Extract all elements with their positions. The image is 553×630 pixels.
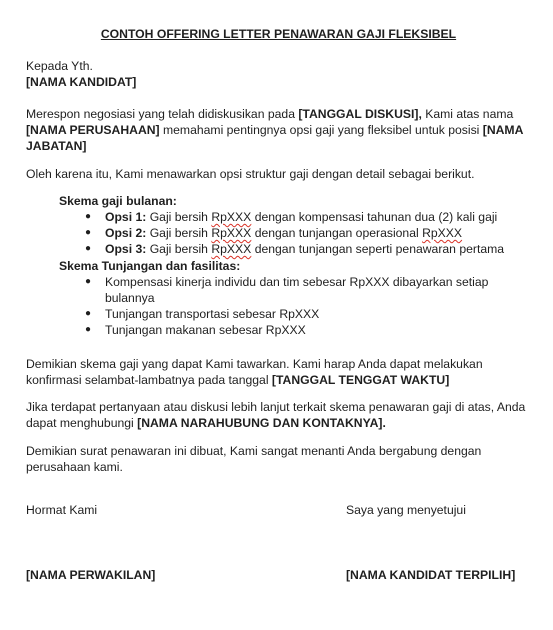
salary-option-3 bbox=[105, 241, 504, 257]
bullet-icon: ● bbox=[85, 308, 92, 319]
signature-left: [NAMA PERWAKILAN] bbox=[26, 568, 156, 582]
benefit-item-3: Tunjangan makanan sebesar RpXXX bbox=[105, 323, 306, 337]
paragraph-3-line-1: Demikian skema gaji yang dapat Kami tawarkan. Kami harap Anda dapat melakukan bbox=[26, 357, 483, 371]
option-label: Opsi 1: bbox=[105, 210, 147, 224]
bullet-icon: ● bbox=[85, 276, 92, 287]
benefit-item-2: Tunjangan transportasi sebesar RpXXX bbox=[105, 307, 320, 321]
position-placeholder: [NAMA bbox=[482, 123, 524, 137]
closing-left: Hormat Kami bbox=[26, 503, 98, 517]
text: memahami pentingnya opsi gaji yang fleksibel untuk posisi bbox=[159, 123, 483, 137]
letter-title: CONTOH OFFERING LETTER PENAWARAN GAJI FLEKSIBEL bbox=[100, 27, 457, 41]
text: Gaji bersih bbox=[146, 210, 212, 224]
company-placeholder: [NAMA PERUSAHAAN] bbox=[26, 123, 160, 137]
text: dengan kompensasi tahunan dua (2) kali gaji bbox=[251, 210, 498, 224]
text: dapat menghubungi bbox=[26, 416, 138, 430]
bullet-icon: ● bbox=[85, 211, 92, 222]
paragraph-3-line-2 bbox=[26, 372, 449, 388]
salary-option-2 bbox=[105, 225, 462, 241]
text: dengan tunjangan operasional bbox=[251, 226, 423, 240]
benefits-heading: Skema Tunjangan dan fasilitas: bbox=[59, 259, 241, 273]
amount-placeholder: RpXXX bbox=[211, 226, 252, 240]
greeting: Kepada Yth. bbox=[26, 59, 93, 73]
bullet-icon: ● bbox=[85, 324, 92, 335]
text: Gaji bersih bbox=[146, 242, 212, 256]
text: konfirmasi selambat-lambatnya pada tanggal bbox=[26, 373, 272, 387]
paragraph-4-line-2 bbox=[26, 415, 386, 431]
salary-scheme-heading: Skema gaji bulanan: bbox=[59, 194, 177, 208]
option-label: Opsi 2: bbox=[105, 226, 147, 240]
paragraph-4-line-1: Jika terdapat pertanyaan atau diskusi lebih lanjut terkait skema penawaran gaji di atas, Anda bbox=[26, 400, 526, 414]
salary-option-1 bbox=[105, 209, 497, 225]
option-label: Opsi 3: bbox=[105, 242, 147, 256]
text: dengan tunjangan seperti penawaran pertama bbox=[251, 242, 505, 256]
bullet-icon: ● bbox=[85, 243, 92, 254]
benefit-item-1: Kompensasi kinerja individu dan tim sebesar RpXXX dibayarkan setiap bbox=[105, 275, 489, 289]
paragraph-1-line-3: JABATAN] bbox=[26, 139, 87, 153]
date-placeholder: [TANGGAL DISKUSI], bbox=[298, 107, 422, 121]
benefit-item-1-continued: bulannya bbox=[105, 291, 155, 305]
bullet-icon: ● bbox=[85, 227, 92, 238]
contact-placeholder: [NAMA NARAHUBUNG DAN KONTAKNYA]. bbox=[137, 416, 386, 430]
paragraph-1-line-1 bbox=[26, 106, 513, 122]
amount-placeholder: RpXXX bbox=[211, 210, 252, 224]
paragraph-5-line-2: perusahaan kami. bbox=[26, 460, 123, 474]
paragraph-1-line-2 bbox=[26, 122, 523, 138]
candidate-placeholder: [NAMA KANDIDAT] bbox=[26, 75, 137, 89]
signature-right: [NAMA KANDIDAT TERPILIH] bbox=[346, 568, 516, 582]
text: Kami atas nama bbox=[421, 107, 514, 121]
paragraph-2: Oleh karena itu, Kami menawarkan opsi struktur gaji dengan detail sebagai berikut. bbox=[26, 167, 475, 181]
amount-placeholder: RpXXX bbox=[422, 226, 463, 240]
deadline-placeholder: [TANGGAL TENGGAT WAKTU] bbox=[271, 373, 450, 387]
paragraph-5-line-1: Demikian surat penawaran ini dibuat, Kami sangat menanti Anda bergabung dengan bbox=[26, 444, 482, 458]
amount-placeholder: RpXXX bbox=[211, 242, 252, 256]
text: Merespon negosiasi yang telah didiskusikan pada bbox=[26, 107, 299, 121]
closing-right: Saya yang menyetujui bbox=[346, 503, 466, 517]
text: Gaji bersih bbox=[146, 226, 212, 240]
